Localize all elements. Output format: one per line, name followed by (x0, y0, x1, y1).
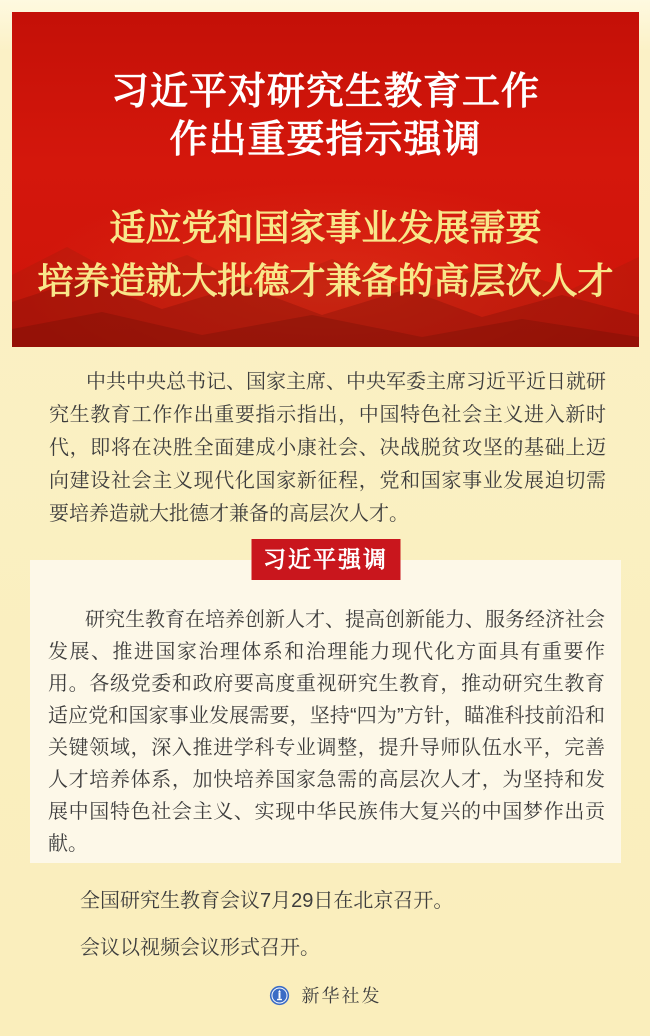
title-line-1: 习近平对研究生教育工作 (110, 71, 540, 113)
title-line-2: 作出重要指示强调 (169, 119, 482, 161)
footer-credit (0, 982, 650, 1008)
closing-line-2: 会议以视频会议形式召开。 (80, 937, 320, 959)
page-title (12, 12, 639, 164)
subtitle-line-1: 适应党和国家事业发展需要 (109, 207, 542, 248)
quote-paragraph: 研究生教育在培养创新人才、提高创新能力、服务经济社会发展、推进国家治理体系和治理能力现代化方面具有重要作用。各级党委和政府要高度重视研究生教育，推动研究生教育适应党和国家事业发展需要，坚持“四为”方针，瞄准科技前沿和关键领域，深入推进学科专业调整，提升导师队伍水平，完善人才培养体系，加快培养国家急需的高层次人才，为坚持和发展中国特色社会主义、实现中华民族伟大复兴的中国梦作出贡献。 (48, 609, 605, 855)
header-banner (12, 12, 639, 347)
subtitle-line-2: 培养造就大批德才兼备的高层次人才 (37, 260, 614, 301)
page-subtitle (12, 164, 639, 307)
closing-line-1: 全国研究生教育会议7月29日在北京召开。 (80, 890, 454, 912)
credit-text: 新华社发 (301, 986, 382, 1006)
xinhua-logo-icon (269, 985, 290, 1006)
quote-badge: 习近平强调 (251, 539, 400, 580)
quote-panel (30, 546, 621, 863)
intro-paragraph: 中共中央总书记、国家主席、中央军委主席习近平近日就研究生教育工作作出重要指示指出，中国特色社会主义进入新时代，即将在决胜全面建成小康社会、决战脱贫攻坚的基础上迈向建设社会主义现代化国家新征程，党和国家事业发展迫切需要培养造就大批德才兼备的高层次人才。 (49, 371, 606, 525)
